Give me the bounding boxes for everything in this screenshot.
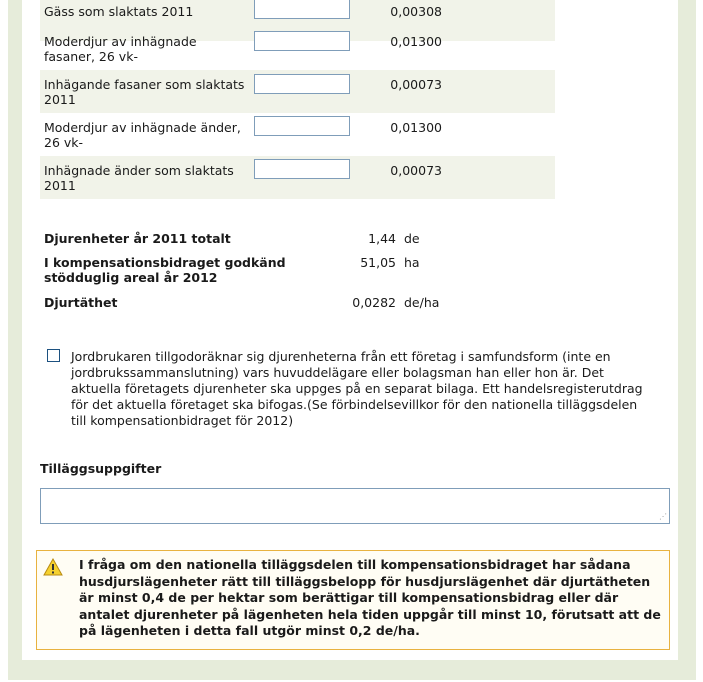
animal-count-input[interactable] [254, 116, 350, 136]
animal-row [40, 27, 555, 70]
notice-text: I fråga om den nationella tilläggsdelen till kompensationsbidraget har sådana husdjurslägenheter rätt till tilläggsbelopp för husdjurslägenhet där djurtätheten är minst 0,4 de per hektar som berättigar till kompensationsbidrag eller där antalet djurenheter på lägenheten hela tiden uppgår till minst 10, förutsatt att de på lägenheten i detta fall utgör minst 0,2 de/ha. [79, 557, 661, 638]
animal-row [40, 70, 555, 113]
warning-icon [43, 558, 63, 576]
animal-row [40, 113, 555, 156]
animal-coefficient: 0,01300 [390, 34, 442, 49]
animal-count-input[interactable] [254, 74, 350, 94]
summary-value: 1,44 [368, 231, 396, 246]
summary-unit: ha [404, 255, 420, 270]
animal-coefficient: 0,01300 [390, 120, 442, 135]
animal-count-input[interactable] [254, 0, 350, 19]
additional-info-title: Tilläggsuppgifter [40, 461, 162, 476]
animal-label: Inhägnade änder som slaktats 2011 [44, 163, 234, 193]
summary-unit: de/ha [404, 295, 440, 310]
animal-label: Moderdjur av inhägnade änder, 26 vk- [44, 120, 241, 150]
resize-grip-icon[interactable]: ⋰ [659, 512, 667, 521]
summary-value: 0,0282 [352, 295, 396, 310]
notice-box [36, 550, 670, 650]
animal-row [40, 156, 555, 199]
animal-coefficient: 0,00073 [390, 77, 442, 92]
animal-coefficient: 0,00308 [390, 4, 442, 19]
animal-count-input[interactable] [254, 159, 350, 179]
summary-label: I kompensationsbidraget godkänd stödduglig areal år 2012 [44, 255, 286, 285]
summary-value: 51,05 [360, 255, 396, 270]
animal-label: Gäss som slaktats 2011 [44, 4, 194, 19]
company-checkbox-label: Jordbrukaren tillgodoräknar sig djurenheterna från ett företag i samfundsform (inte en jordbrukssammanslutning) vars huvuddelägare eller bolagsman han eller hon är. Det aktuella företagets djurenheter ska uppges på en separat bilaga. Ett handelsregisterutdrag för det aktuella företaget ska bifogas.(Se förbindelsevillkor för den nationella tilläggsdelen till kompensationbidraget för 2012) [71, 349, 643, 428]
animal-coefficient: 0,00073 [390, 163, 442, 178]
animal-count-input[interactable] [254, 31, 350, 51]
animal-label: Inhägande fasaner som slaktats 2011 [44, 77, 245, 107]
animal-label: Moderdjur av inhägnade fasaner, 26 vk- [44, 34, 197, 64]
summary-unit: de [404, 231, 420, 246]
company-checkbox[interactable] [47, 349, 60, 362]
summary-label: Djurenheter år 2011 totalt [44, 231, 231, 246]
summary-label: Djurtäthet [44, 295, 118, 310]
additional-info-textarea[interactable] [40, 488, 670, 524]
